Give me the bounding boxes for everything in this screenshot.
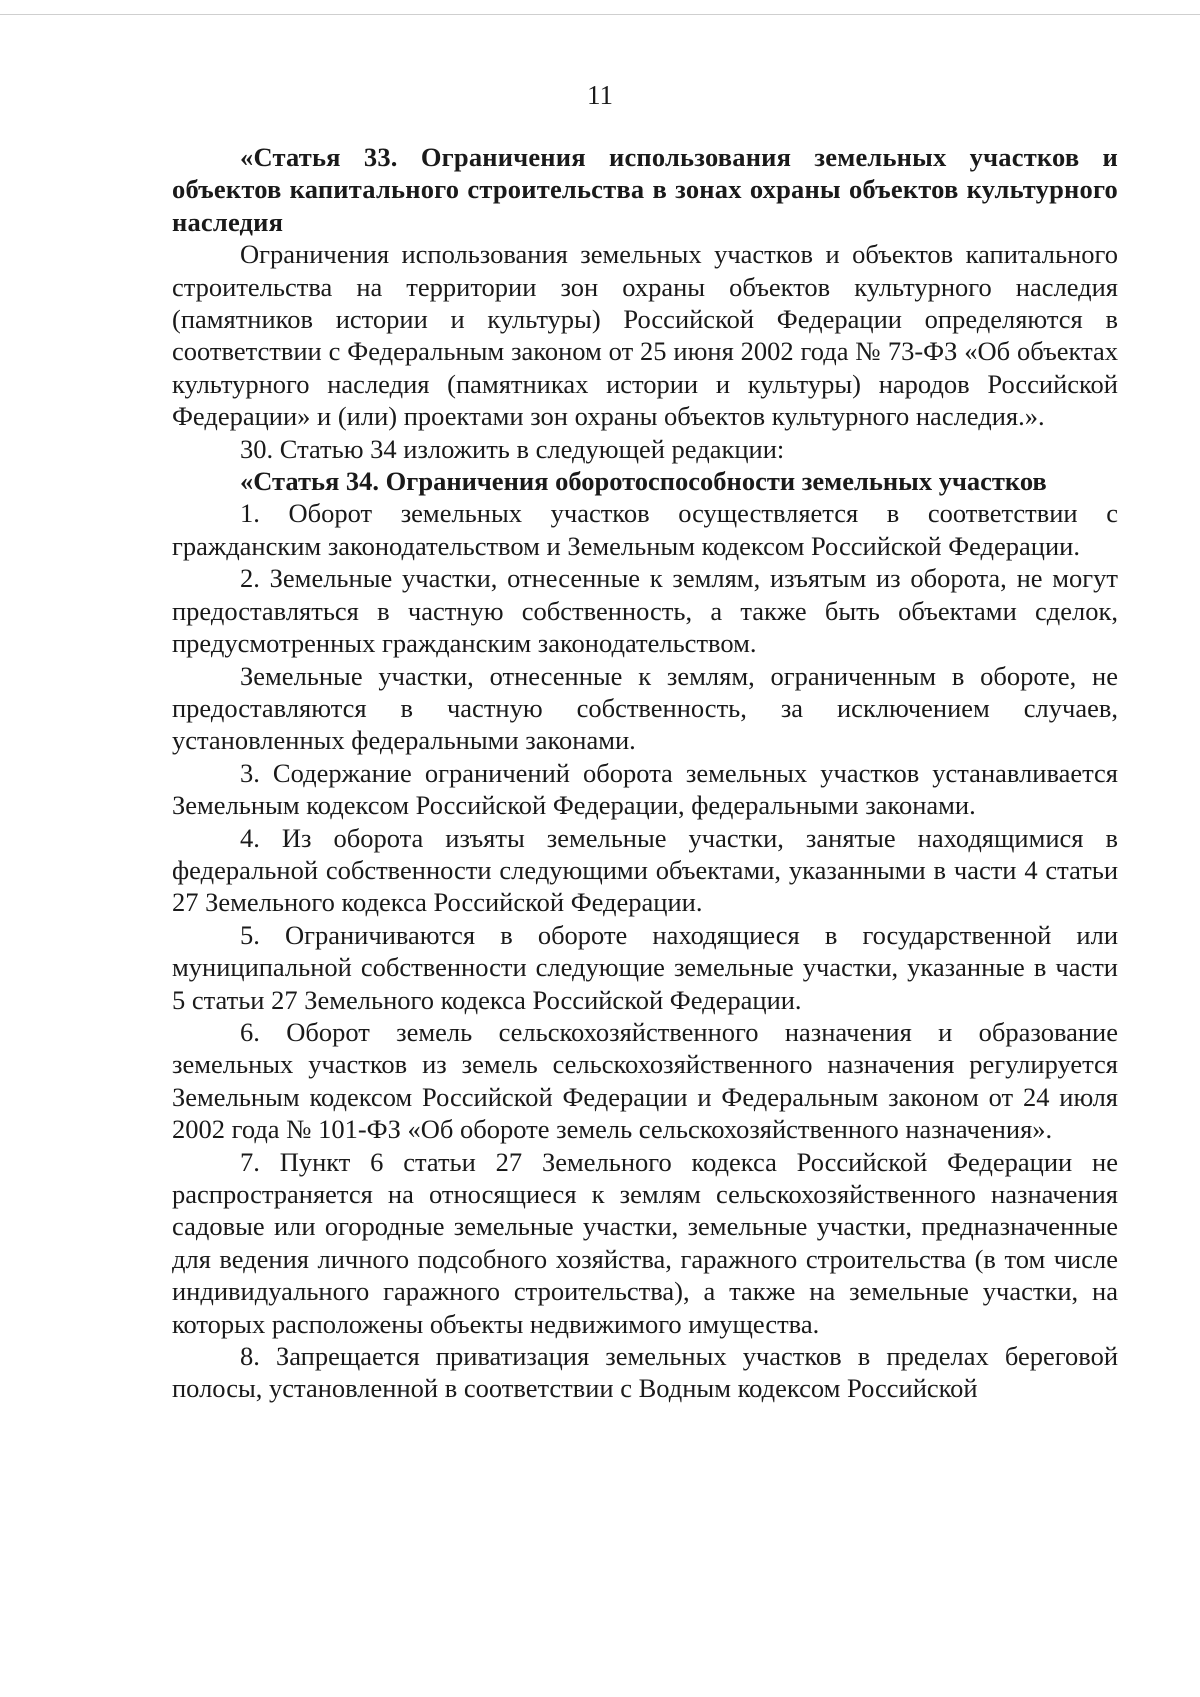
- article-34-clause-4: 4. Из оборота изъяты земельные участки, занятые находящимися в федеральной собственности следующими объектами, указанными в части 4 статьи 27 Земельного кодекса Российской Федерации.: [172, 822, 1118, 918]
- article-34-clause-5: 5. Ограничиваются в обороте находящиеся в государственной или муниципальной собственности следующие земельные участки, указанные в части 5 статьи 27 Земельного кодекса Российской Федерации.: [172, 919, 1118, 1015]
- page-number: 11: [587, 80, 613, 110]
- article-34-heading: «Статья 34. Ограничения оборотоспособности земельных участков: [240, 466, 1047, 497]
- article-34-clause-3: 3. Содержание ограничений оборота земельных участков устанавливается Земельным кодексом Российской Федерации, федеральными законами.: [172, 757, 1118, 821]
- article-34-clause-1: 1. Оборот земельных участков осуществляется в соответствии с гражданским законодательством и Земельным кодексом Российской Федерации.: [172, 498, 1118, 561]
- article-33-heading: «Статья 33. Ограничения использования земельных участков и объектов капитального строительства в зонах охраны объектов культурного наследия: [172, 142, 1118, 237]
- article-34-clause-7: 7. Пункт 6 статьи 27 Земельного кодекса Российской Федерации не распространяется на относящиеся к землям сельскохозяйственного назначения садовые или огородные земельные участки, земельные участки, предназначенные для ведения личного подсобного хозяйства, гаражного строительства (в том числе индивидуального гаражного строительства), а также на земельные участки, на которых расположены объекты недвижимого имущества.: [172, 1146, 1118, 1339]
- amendment-item-30: 30. Статью 34 изложить в следующей редакции:: [240, 433, 785, 464]
- article-34-clause-6: 6. Оборот земель сельскохозяйственного назначения и образование земельных участков из земель сельскохозяйственного назначения регулируется Земельным кодексом Российской Федерации и Федеральным законом от 24 июля 2002 года № 101-ФЗ «Об обороте земель сельскохозяйственного назначения».: [172, 1016, 1118, 1145]
- article-34-clause-2-continued: Земельные участки, отнесенные к землям, ограниченным в обороте, не предоставляются в частную собственность, за исключением случаев, установленных федеральными законами.: [172, 660, 1118, 756]
- article-34-clause-8: 8. Запрещается приватизация земельных участков в пределах береговой полосы, установленной в соответствии с Водным кодексом Российской: [172, 1341, 1118, 1404]
- scan-edge-line: [0, 14, 1200, 15]
- document-body: [172, 141, 1118, 1405]
- article-34-clause-2: 2. Земельные участки, отнесенные к землям, изъятым из оборота, не могут предоставляться в частную собственность, а также быть объектами сделок, предусмотренных гражданским законодательством.: [172, 563, 1118, 659]
- article-33-text: Ограничения использования земельных участков и объектов капитального строительства на территории зон охраны объектов культурного наследия (памятников истории и культуры) Российской Федерации определяются в соответствии с Федеральным законом от 25 июня 2002 года № 73-ФЗ «Об объектах культурного наследия (памятниках истории и культуры) народов Российской Федерации» и (или) проектами зон охраны объектов культурного наследия.».: [172, 239, 1118, 432]
